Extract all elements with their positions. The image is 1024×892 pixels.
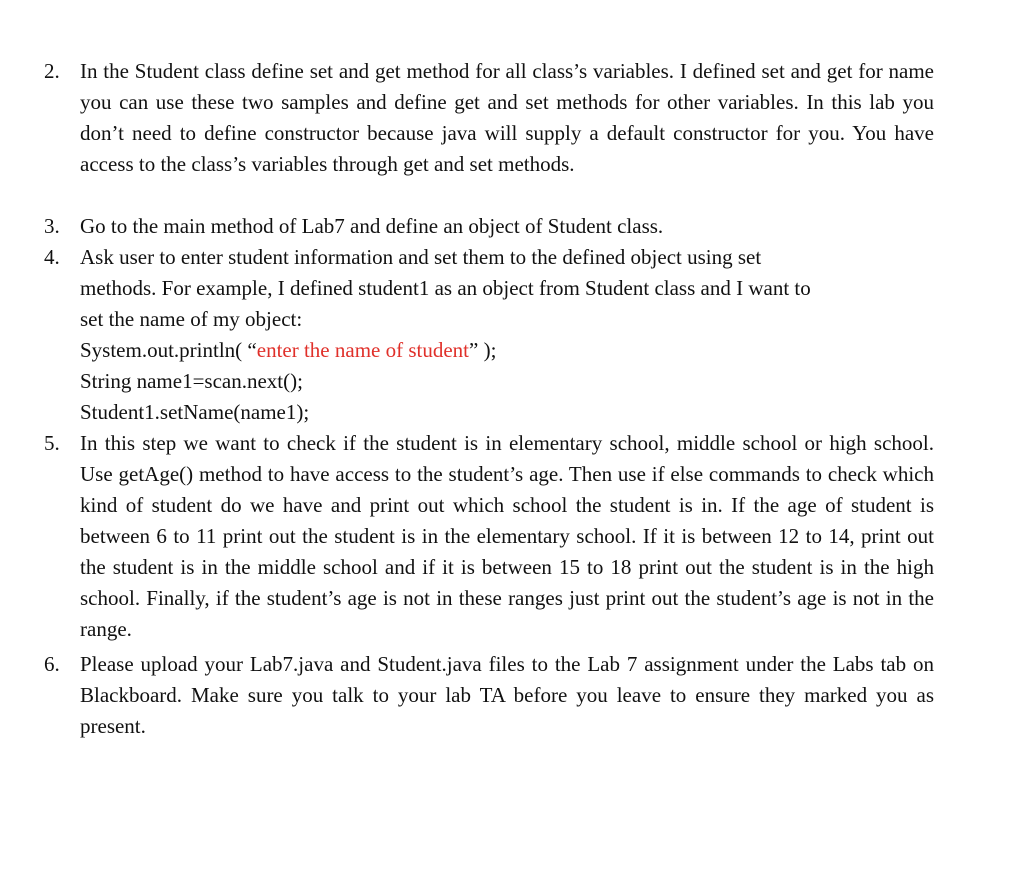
code-line-setname: Student1.setName(name1); bbox=[80, 400, 310, 424]
item-text: Go to the main method of Lab7 and define an object of Student class. bbox=[80, 214, 664, 238]
item-number: 4. bbox=[44, 245, 60, 269]
item-text-line: set the name of my object: bbox=[80, 307, 303, 331]
list-item-6 bbox=[44, 649, 934, 742]
list-item-4 bbox=[44, 242, 934, 428]
item-text-line: Ask user to enter student information and set them to the defined object using set bbox=[80, 245, 762, 269]
item-number: 2. bbox=[44, 59, 60, 83]
code-line-scan: String name1=scan.next(); bbox=[80, 369, 303, 393]
item-body bbox=[80, 242, 934, 428]
item-text: In the Student class define set and get method for all class’s variables. I defined set and get for name you can use these two samples and define get and set methods for other variables. In this lab you don’t need to define constructor because java will supply a default constructor for you. You have access to the class’s variables through get and set methods. bbox=[80, 59, 934, 176]
item-number: 5. bbox=[44, 431, 60, 455]
list-item-5 bbox=[44, 428, 934, 645]
code-println-suffix: ” ); bbox=[469, 338, 497, 362]
code-println-prefix: System.out.println( “ bbox=[80, 338, 257, 362]
item-text-line: methods. For example, I defined student1 as an object from Student class and I want to bbox=[80, 276, 811, 300]
list-item-2 bbox=[44, 56, 934, 180]
item-text: In this step we want to check if the student is in elementary school, middle school or high school. Use getAge() method to have access to the student’s age. Then use if else commands to check which kind of student do we have and print out which school the student is in. If the age of student is between 6 to 11 print out the student is in the elementary school. If it is between 12 to 14, print out the student is in the middle school and if it is between 15 to 18 print out the student is in the high school. Finally, if the student’s age is not in these ranges just print out the student’s age is not in the range. bbox=[80, 431, 934, 641]
item-number: 3. bbox=[44, 214, 60, 238]
item-text: Please upload your Lab7.java and Student.java files to the Lab 7 assignment under the Labs tab on Blackboard. Make sure you talk to your lab TA before you leave to ensure they marked you as present. bbox=[80, 652, 934, 738]
code-string-literal: enter the name of student bbox=[256, 338, 470, 362]
item-number: 6. bbox=[44, 652, 60, 676]
code-line-println bbox=[80, 335, 934, 366]
list-item-3 bbox=[44, 211, 934, 242]
